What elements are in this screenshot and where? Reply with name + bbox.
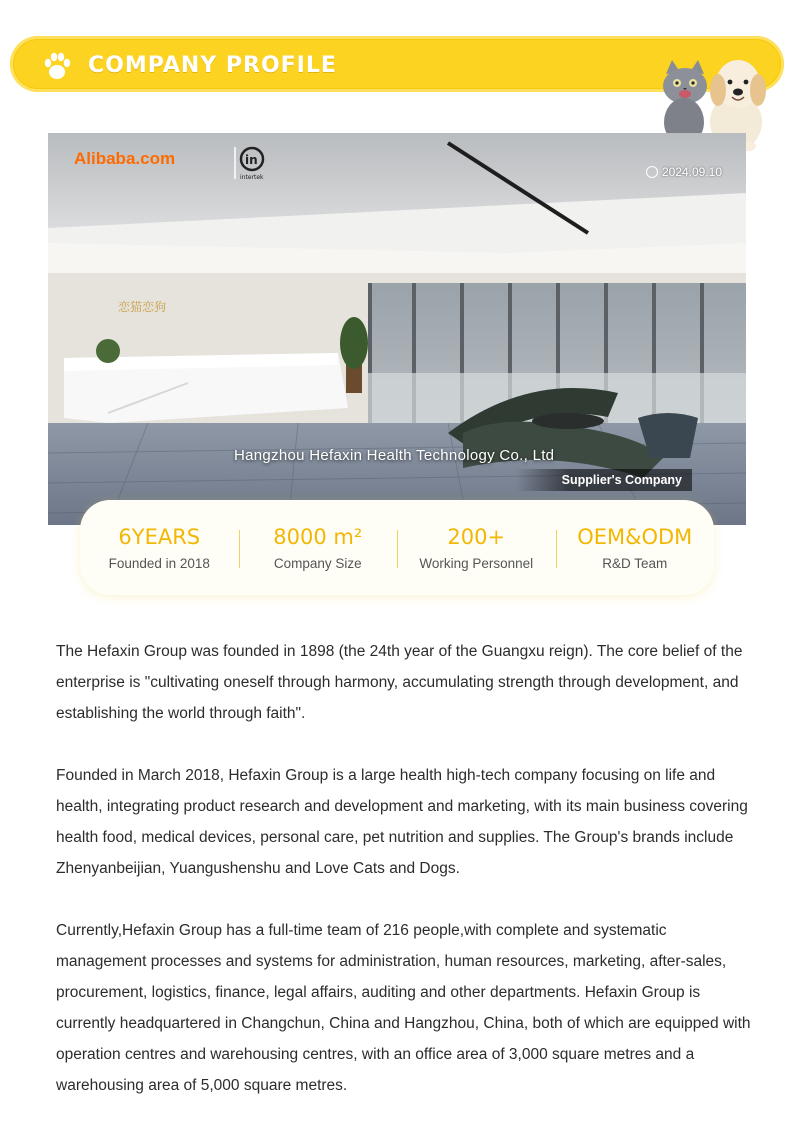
section-header-banner (10, 36, 784, 92)
stat-rd-team (556, 524, 715, 571)
paw-icon (40, 49, 74, 83)
clock-icon (646, 166, 658, 178)
wall-sign-text: 恋猫恋狗 (118, 300, 167, 314)
stat-years (80, 524, 239, 571)
stat-value: 6YEARS (118, 525, 201, 549)
stat-label: Founded in 2018 (108, 556, 210, 571)
stat-label: Working Personnel (419, 556, 534, 571)
company-description (56, 636, 756, 1132)
supplier-tag: Supplier's Company (516, 469, 692, 491)
company-stats-card (80, 500, 714, 595)
alibaba-logo: Alibaba.com (74, 149, 176, 168)
photo-date-text: 2024.09.10 (661, 165, 722, 179)
stat-value: OEM&ODM (577, 525, 693, 549)
stat-value: 200+ (447, 525, 506, 549)
section-title: COMPANY PROFILE (88, 53, 337, 78)
office-scene-illustration (48, 133, 746, 525)
paragraph-team: Currently,Hefaxin Group has a full-time team of 216 people,with complete and systematic management processes and systems for administration, human resources, marketing, after-sales, procurement, logistics, finance, legal affairs, auditing and other departments. Hefaxin Group is currently headquartered in Changchun, China and Hangzhou, China, both of which are equipped with operation centres and warehousing centres, with an office area of 3,000 square metres and a warehousing area of 5,000 square metres. (56, 922, 751, 1094)
stat-label: Company Size (273, 556, 362, 571)
svg-text:intertek: intertek (240, 174, 264, 181)
photo-caption: Hangzhou Hefaxin Health Technology Co., Ltd (234, 447, 555, 464)
stat-label: R&D Team (602, 556, 668, 571)
stat-personnel (397, 524, 556, 571)
paragraph-history: The Hefaxin Group was founded in 1898 (the 24th year of the Guangxu reign). The core belief of the enterprise is "cultivating oneself through harmony, accumulating strength through development, and establishing the world through faith". (56, 643, 743, 722)
svg-text:in: in (245, 153, 258, 167)
intertek-logo-icon (234, 143, 268, 183)
stat-size (239, 524, 398, 571)
paragraph-business: Founded in March 2018, Hefaxin Group is a large health high-tech company focusing on life and health, integrating product research and development and marketing, with its main business covering health food, medical devices, personal care, pet nutrition and supplies. The Group's brands include Zhenyanbeijian, Yuangushenshu and Love Cats and Dogs. (56, 767, 748, 877)
stat-value: 8000 m² (273, 525, 363, 549)
office-photo (48, 133, 746, 525)
photo-timestamp (646, 165, 722, 179)
